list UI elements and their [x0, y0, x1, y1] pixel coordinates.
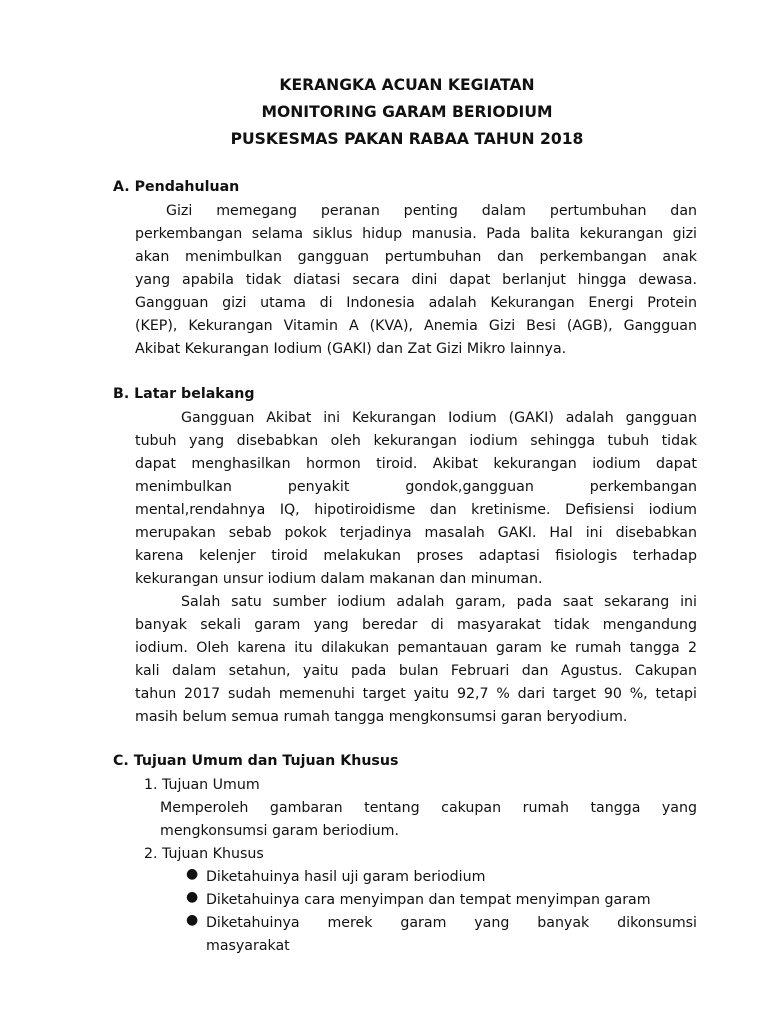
section-a-line: Akibat Kekurangan Iodium (GAKI) dan Zat Gizi Mikro lainnya. [135, 341, 567, 357]
section-a-line: Gangguan gizi utama di Indonesia adalah Kekurangan Energi Protein [135, 295, 697, 311]
bullet-icon: ● [186, 912, 199, 928]
objective-bullet-item-continued: masyarakat [206, 938, 290, 954]
section-a-heading: A. Pendahuluan [113, 179, 240, 195]
section-b-line: kekurangan unsur iodium dalam makanan dan minuman. [135, 571, 543, 587]
section-b-heading: B. Latar belakang [113, 386, 255, 402]
bullet-icon: ● [186, 889, 199, 905]
section-a-line: yang apabila tidak diatasi secara dini dapat berlanjut hingga dewasa. [135, 272, 697, 288]
objective-bullet-item: Diketahuinya hasil uji garam beriodium [206, 869, 486, 885]
section-a-line: Gizi memegang peranan penting dalam pertumbuhan dan [166, 203, 697, 219]
section-c-heading: C. Tujuan Umum dan Tujuan Khusus [113, 753, 399, 769]
objective-general-line: mengkonsumsi garam beriodium. [160, 823, 399, 839]
objective-bullet-item: Diketahuinya cara menyimpan dan tempat menyimpan garam [206, 892, 651, 908]
section-b-line: masih belum semua rumah tangga mengkonsumsi garan beryodium. [135, 709, 628, 725]
section-b-line: Gangguan Akibat ini Kekurangan Iodium (GAKI) adalah gangguan [181, 410, 697, 426]
objective-general-line: Memperoleh gambaran tentang cakupan rumah tangga yang [160, 800, 697, 816]
objective-specific-label: 2. Tujuan Khusus [144, 846, 264, 862]
section-b-line: tahun 2017 sudah memenuhi target yaitu 92,7 % dari target 90 %, tetapi [135, 686, 697, 702]
section-b-line: kali dalam setahun, yaitu pada bulan Februari dan Agustus. Cakupan [135, 663, 697, 679]
section-b-line: merupakan sebab pokok terjadinya masalah GAKI. Hal ini disebabkan [135, 525, 697, 541]
section-b-line: tubuh yang disebabkan oleh kekurangan iodium sehingga tubuh tidak [135, 433, 697, 449]
document-title-line-1: KERANGKA ACUAN KEGIATAN [279, 76, 535, 94]
section-b-line: banyak sekali garam yang beredar di masyarakat tidak mengandung [135, 617, 697, 633]
document-title-line-3: PUSKESMAS PAKAN RABAA TAHUN 2018 [230, 130, 584, 148]
section-a-line: perkembangan selama siklus hidup manusia. Pada balita kekurangan gizi [135, 226, 697, 242]
section-b-line: menimbulkan penyakit gondok,gangguan perkembangan [135, 479, 697, 495]
section-a-line: akan menimbulkan gangguan pertumbuhan dan perkembangan anak [135, 249, 697, 265]
section-b-line: iodium. Oleh karena itu dilakukan pemantauan garam ke rumah tangga 2 [135, 640, 697, 656]
section-b-line: Salah satu sumber iodium adalah garam, pada saat sekarang ini [181, 594, 697, 610]
section-b-line: mental,rendahnya IQ, hipotiroidisme dan kretinisme. Defisiensi iodium [135, 502, 697, 518]
section-a-line: (KEP), Kekurangan Vitamin A (KVA), Anemia Gizi Besi (AGB), Gangguan [135, 318, 697, 334]
objective-bullet-item: Diketahuinya merek garam yang banyak dikonsumsi [206, 915, 697, 931]
document-title-line-2: MONITORING GARAM BERIODIUM [261, 103, 553, 121]
section-b-line: karena kelenjer tiroid melakukan proses adaptasi fisiologis terhadap [135, 548, 697, 564]
bullet-icon: ● [186, 866, 199, 882]
section-b-line: dapat menghasilkan hormon tiroid. Akibat kekurangan iodium dapat [135, 456, 697, 472]
objective-general-label: 1. Tujuan Umum [144, 777, 260, 793]
